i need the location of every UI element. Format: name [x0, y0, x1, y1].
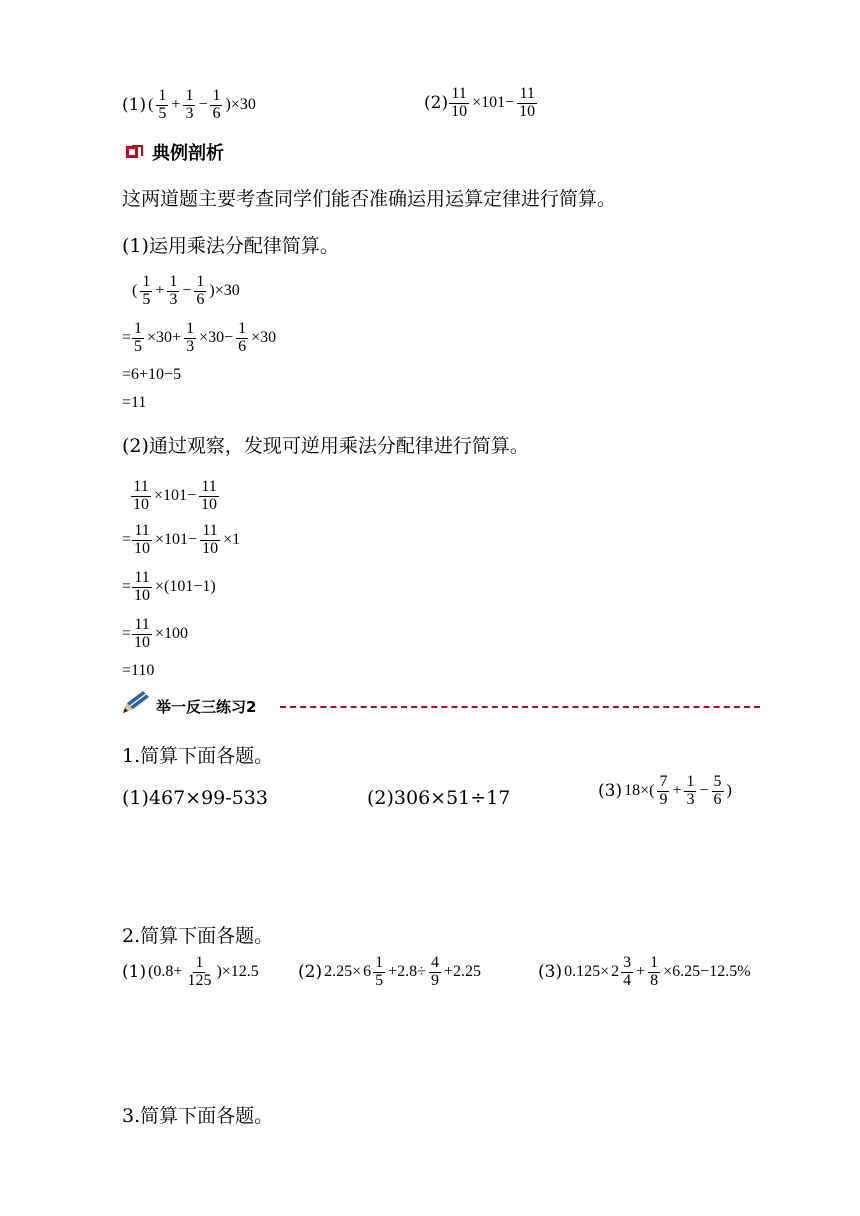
q1-title: 1.简算下面各题。	[122, 745, 274, 767]
part2-line-1: $\frac{11}{10}$ ×101− $\frac{11}{10}$	[133, 478, 218, 513]
q1-c: (3) 18×( $\frac{7}{9}$ + $\frac{1}{3}$ − $\frac{5}{6}$ )	[598, 773, 732, 808]
q1-c-label: (3)	[598, 781, 623, 802]
top-problem-2: (2) $\frac{11}{10}$ ×101− $\frac{11}{10}$	[424, 85, 536, 120]
part1-line-3: =6+10−5	[122, 366, 182, 383]
pencil-icon	[121, 689, 151, 715]
practice-divider	[280, 706, 760, 708]
fraction: $\frac{11}{10}$	[134, 522, 151, 557]
fraction: $\frac{11}{10}$	[202, 522, 219, 557]
fraction: $\frac{11}{10}$	[133, 478, 149, 513]
part2-line-2: = $\frac{11}{10}$ ×101− $\frac{11}{10}$ ×1	[122, 522, 241, 557]
q2-c: (3) 0.125× 2 $\frac{3}{4}$ + $\frac{1}{8}$ ×6.25−12.5%	[538, 954, 751, 989]
fraction: $\frac{11}{10}$	[134, 569, 151, 604]
q2-b: (2) 2.25× 6 $\frac{1}{5}$ +2.8÷ $\frac{4}{9}$ +2.25	[298, 954, 481, 989]
fraction: $\frac{1}{3}$	[686, 773, 695, 808]
fraction: $\frac{7}{9}$	[659, 773, 668, 808]
example-part1-text: (1)运用乘法分配律简算。	[122, 235, 339, 257]
q2-title: 2.简算下面各题。	[122, 925, 274, 947]
fraction: $\frac{1}{5}$	[134, 320, 143, 355]
fraction: $\frac{3}{4}$	[623, 954, 632, 989]
fraction: $\frac{11}{10}$	[134, 616, 151, 651]
part2-line-3: = $\frac{11}{10}$ ×(101−1)	[122, 569, 216, 604]
q1-b: (2)306×51÷17	[367, 787, 511, 809]
part2-line-4: = $\frac{11}{10}$ ×100	[122, 616, 189, 651]
fraction: $\frac{1}{6}$	[212, 87, 221, 122]
fraction: $\frac{11}{10}$	[201, 478, 218, 513]
part1-line-1: ( $\frac{1}{5}$ + $\frac{1}{3}$ − $\frac{1}{6}$ )×30	[132, 273, 240, 308]
example-intro: 这两道题主要考查同学们能否准确运用运算定律进行简算。	[122, 188, 617, 210]
q2-b-label: (2)	[298, 962, 323, 983]
fraction: $\frac{1}{5}$	[375, 954, 384, 989]
q3-title: 3.简算下面各题。	[122, 1105, 274, 1127]
part1-line-2: = $\frac{1}{5}$ ×30+ $\frac{1}{3}$ ×30− $\frac{1}{6}$ ×30	[122, 320, 277, 355]
fraction: $\frac{1}{6}$	[196, 273, 205, 308]
q1-a: (1)467×99-533	[122, 787, 268, 809]
q2-a: (1) (0.8+ $\frac{1}{125}$ )×12.5	[122, 954, 259, 989]
top-problem-1: (1) ( $\frac{1}{5}$ + $\frac{1}{3}$ − $\frac{1}{6}$ )×30	[122, 87, 256, 122]
fraction: $\frac{1}{5}$	[142, 273, 151, 308]
fraction: $\frac{1}{3}$	[169, 273, 178, 308]
fraction: $\frac{1}{6}$	[238, 320, 247, 355]
part2-line-5: =110	[122, 662, 155, 679]
top-problem-2-label: (2)	[424, 93, 449, 114]
practice-heading: 举一反三练习2	[156, 698, 257, 716]
fraction: $\frac{4}{9}$	[430, 954, 439, 989]
fraction: $\frac{5}{6}$	[713, 773, 722, 808]
top-problem-1-label: (1)	[122, 95, 147, 116]
example-part2-text: (2)通过观察，发现可逆用乘法分配律进行简算。	[122, 435, 529, 457]
red-square-icon	[126, 146, 138, 158]
fraction: $\frac{1}{3}$	[186, 320, 195, 355]
fraction: $\frac{1}{8}$	[650, 954, 659, 989]
example-heading: 典例剖析	[152, 143, 224, 164]
fraction: $\frac{11}{10}$	[451, 85, 468, 120]
fraction: $\frac{1}{3}$	[185, 87, 194, 122]
q2-c-label: (3)	[538, 962, 563, 983]
q2-a-label: (1)	[122, 962, 147, 983]
part1-line-4: =11	[122, 394, 147, 411]
fraction: $\frac{1}{125}$	[187, 954, 212, 989]
fraction: $\frac{11}{10}$	[519, 85, 536, 120]
fraction: $\frac{1}{5}$	[158, 87, 167, 122]
